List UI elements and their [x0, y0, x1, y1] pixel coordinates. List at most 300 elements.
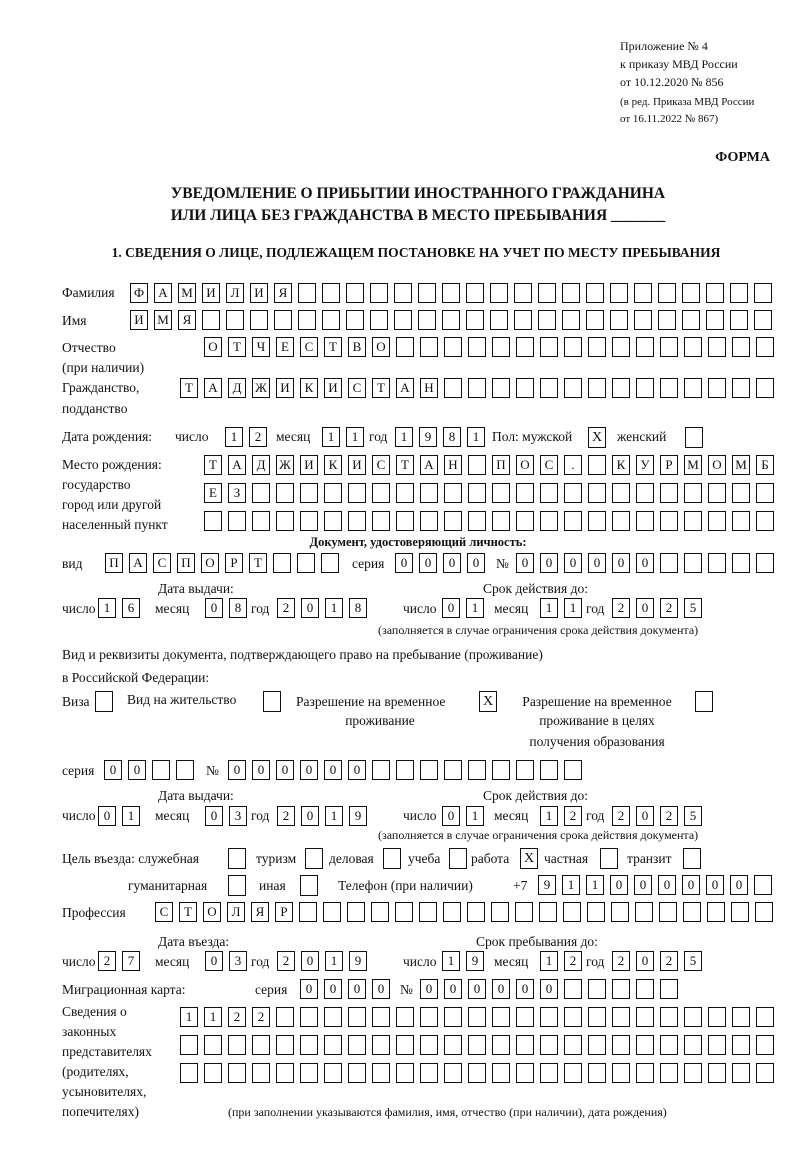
char-box[interactable] — [564, 511, 582, 531]
char-box[interactable] — [420, 760, 438, 780]
char-box[interactable] — [394, 310, 412, 330]
char-box[interactable] — [564, 1007, 582, 1027]
char-box[interactable] — [372, 1035, 390, 1055]
char-box[interactable] — [756, 553, 774, 573]
char-box[interactable] — [516, 483, 534, 503]
char-box[interactable]: 0 — [658, 875, 676, 895]
char-box[interactable] — [610, 310, 628, 330]
char-box[interactable] — [371, 902, 389, 922]
char-box[interactable]: 2 — [252, 1007, 270, 1027]
char-box[interactable] — [298, 310, 316, 330]
char-box[interactable]: 0 — [348, 760, 366, 780]
char-box[interactable] — [538, 310, 556, 330]
char-box[interactable] — [588, 455, 606, 475]
char-box[interactable]: 2 — [277, 806, 295, 826]
char-box[interactable] — [372, 1063, 390, 1083]
char-box[interactable]: А — [129, 553, 147, 573]
char-box[interactable]: 0 — [610, 875, 628, 895]
char-box[interactable]: 1 — [442, 951, 460, 971]
char-box[interactable] — [682, 283, 700, 303]
char-box[interactable]: У — [636, 455, 654, 475]
char-box[interactable]: И — [250, 283, 268, 303]
char-box[interactable]: 1 — [180, 1007, 198, 1027]
char-box[interactable]: 0 — [468, 979, 486, 999]
char-box[interactable] — [516, 337, 534, 357]
char-box[interactable] — [324, 1063, 342, 1083]
char-box[interactable] — [204, 1063, 222, 1083]
char-box[interactable] — [660, 1063, 678, 1083]
char-box[interactable] — [586, 283, 604, 303]
char-box[interactable]: 0 — [564, 553, 582, 573]
char-box[interactable]: И — [276, 378, 294, 398]
char-box[interactable] — [276, 1007, 294, 1027]
char-box[interactable] — [347, 902, 365, 922]
char-box[interactable]: Ф — [130, 283, 148, 303]
char-box[interactable]: 1 — [122, 806, 140, 826]
char-box[interactable]: 1 — [325, 951, 343, 971]
char-box[interactable] — [466, 310, 484, 330]
char-box[interactable] — [252, 483, 270, 503]
char-box[interactable] — [372, 483, 390, 503]
char-box[interactable] — [636, 1007, 654, 1027]
char-box[interactable]: О — [203, 902, 221, 922]
char-box[interactable] — [276, 1063, 294, 1083]
char-box[interactable] — [420, 1035, 438, 1055]
char-box[interactable] — [468, 337, 486, 357]
char-box[interactable] — [610, 283, 628, 303]
char-box[interactable] — [660, 511, 678, 531]
char-box[interactable] — [273, 553, 291, 573]
char-box[interactable]: Е — [204, 483, 222, 503]
char-box[interactable] — [732, 378, 750, 398]
char-box[interactable]: Л — [227, 902, 245, 922]
char-box[interactable] — [300, 1035, 318, 1055]
char-box[interactable]: 9 — [419, 427, 437, 447]
trp-edu-checkbox[interactable] — [695, 691, 713, 712]
char-box[interactable] — [564, 979, 582, 999]
char-box[interactable] — [492, 1063, 510, 1083]
char-box[interactable]: 0 — [395, 553, 413, 573]
char-box[interactable]: 0 — [706, 875, 724, 895]
char-box[interactable]: 8 — [443, 427, 461, 447]
char-box[interactable] — [300, 511, 318, 531]
char-box[interactable] — [562, 310, 580, 330]
char-box[interactable]: И — [348, 455, 366, 475]
char-box[interactable]: 0 — [442, 598, 460, 618]
char-box[interactable]: 0 — [300, 979, 318, 999]
char-box[interactable] — [660, 979, 678, 999]
char-box[interactable] — [708, 378, 726, 398]
char-box[interactable] — [708, 553, 726, 573]
char-box[interactable] — [444, 1007, 462, 1027]
char-box[interactable]: 2 — [612, 598, 630, 618]
char-box[interactable]: 5 — [684, 806, 702, 826]
char-box[interactable]: П — [105, 553, 123, 573]
char-box[interactable]: Т — [372, 378, 390, 398]
char-box[interactable]: 0 — [516, 553, 534, 573]
char-box[interactable] — [370, 283, 388, 303]
char-box[interactable] — [250, 310, 268, 330]
char-box[interactable] — [540, 378, 558, 398]
char-box[interactable] — [420, 511, 438, 531]
trp-checkbox[interactable]: X — [479, 691, 497, 712]
char-box[interactable]: Т — [180, 378, 198, 398]
char-box[interactable] — [324, 511, 342, 531]
char-box[interactable]: 0 — [540, 553, 558, 573]
char-box[interactable] — [563, 902, 581, 922]
char-box[interactable] — [516, 511, 534, 531]
char-box[interactable] — [708, 337, 726, 357]
char-box[interactable] — [252, 1035, 270, 1055]
char-box[interactable] — [468, 1007, 486, 1027]
char-box[interactable]: А — [228, 455, 246, 475]
char-box[interactable] — [468, 511, 486, 531]
char-box[interactable]: Р — [660, 455, 678, 475]
char-box[interactable]: 0 — [276, 760, 294, 780]
char-box[interactable] — [300, 1007, 318, 1027]
char-box[interactable]: 3 — [229, 951, 247, 971]
char-box[interactable] — [442, 310, 460, 330]
char-box[interactable]: С — [153, 553, 171, 573]
char-box[interactable] — [540, 337, 558, 357]
char-box[interactable] — [564, 1035, 582, 1055]
char-box[interactable]: 1 — [322, 427, 340, 447]
char-box[interactable] — [732, 1007, 750, 1027]
char-box[interactable] — [732, 553, 750, 573]
char-box[interactable] — [754, 283, 772, 303]
purpose-transit-checkbox[interactable] — [683, 848, 701, 869]
char-box[interactable]: 1 — [466, 806, 484, 826]
char-box[interactable] — [659, 902, 677, 922]
char-box[interactable] — [612, 1035, 630, 1055]
char-box[interactable] — [324, 1035, 342, 1055]
char-box[interactable]: О — [708, 455, 726, 475]
char-box[interactable]: О — [204, 337, 222, 357]
char-box[interactable] — [299, 902, 317, 922]
char-box[interactable] — [228, 511, 246, 531]
char-box[interactable] — [492, 378, 510, 398]
char-box[interactable]: Б — [756, 455, 774, 475]
char-box[interactable] — [443, 902, 461, 922]
char-box[interactable]: 2 — [277, 598, 295, 618]
char-box[interactable]: Л — [226, 283, 244, 303]
purpose-humanitarian-checkbox[interactable] — [228, 875, 246, 896]
char-box[interactable] — [756, 337, 774, 357]
char-box[interactable] — [684, 483, 702, 503]
char-box[interactable] — [612, 337, 630, 357]
char-box[interactable]: 0 — [301, 598, 319, 618]
char-box[interactable]: О — [201, 553, 219, 573]
char-box[interactable] — [540, 511, 558, 531]
char-box[interactable] — [226, 310, 244, 330]
char-box[interactable] — [706, 310, 724, 330]
char-box[interactable] — [540, 760, 558, 780]
char-box[interactable]: С — [300, 337, 318, 357]
char-box[interactable]: А — [154, 283, 172, 303]
char-box[interactable] — [634, 283, 652, 303]
char-box[interactable] — [660, 553, 678, 573]
char-box[interactable]: 1 — [346, 427, 364, 447]
char-box[interactable]: А — [204, 378, 222, 398]
char-box[interactable]: 2 — [660, 806, 678, 826]
char-box[interactable] — [636, 1035, 654, 1055]
char-box[interactable] — [444, 760, 462, 780]
char-box[interactable]: 0 — [301, 806, 319, 826]
purpose-official-checkbox[interactable] — [228, 848, 246, 869]
purpose-study-checkbox[interactable] — [449, 848, 467, 869]
char-box[interactable] — [466, 283, 484, 303]
char-box[interactable] — [756, 511, 774, 531]
char-box[interactable] — [323, 902, 341, 922]
char-box[interactable]: 1 — [325, 806, 343, 826]
char-box[interactable]: 9 — [349, 951, 367, 971]
char-box[interactable]: 9 — [466, 951, 484, 971]
char-box[interactable] — [754, 310, 772, 330]
char-box[interactable] — [492, 511, 510, 531]
char-box[interactable] — [706, 283, 724, 303]
char-box[interactable] — [300, 483, 318, 503]
char-box[interactable]: З — [228, 483, 246, 503]
char-box[interactable] — [420, 1063, 438, 1083]
char-box[interactable]: А — [420, 455, 438, 475]
char-box[interactable]: 0 — [516, 979, 534, 999]
char-box[interactable] — [540, 1007, 558, 1027]
char-box[interactable]: А — [396, 378, 414, 398]
char-box[interactable]: 0 — [444, 979, 462, 999]
char-box[interactable] — [612, 378, 630, 398]
char-box[interactable] — [612, 1063, 630, 1083]
char-box[interactable] — [588, 483, 606, 503]
char-box[interactable] — [732, 483, 750, 503]
char-box[interactable]: 0 — [636, 806, 654, 826]
char-box[interactable]: Т — [324, 337, 342, 357]
char-box[interactable] — [611, 902, 629, 922]
char-box[interactable]: 0 — [324, 760, 342, 780]
char-box[interactable] — [468, 760, 486, 780]
char-box[interactable] — [228, 1035, 246, 1055]
char-box[interactable] — [276, 1035, 294, 1055]
char-box[interactable]: 2 — [612, 806, 630, 826]
char-box[interactable] — [754, 875, 772, 895]
char-box[interactable] — [636, 483, 654, 503]
char-box[interactable] — [468, 455, 486, 475]
char-box[interactable] — [348, 1007, 366, 1027]
char-box[interactable] — [660, 1035, 678, 1055]
char-box[interactable]: 2 — [98, 951, 116, 971]
char-box[interactable] — [372, 760, 390, 780]
char-box[interactable] — [660, 1007, 678, 1027]
char-box[interactable]: П — [492, 455, 510, 475]
char-box[interactable]: Я — [251, 902, 269, 922]
char-box[interactable]: 0 — [228, 760, 246, 780]
char-box[interactable] — [682, 310, 700, 330]
char-box[interactable] — [732, 1035, 750, 1055]
char-box[interactable] — [564, 337, 582, 357]
char-box[interactable]: 1 — [466, 598, 484, 618]
char-box[interactable] — [732, 511, 750, 531]
char-box[interactable]: 0 — [636, 553, 654, 573]
char-box[interactable] — [684, 553, 702, 573]
char-box[interactable] — [514, 283, 532, 303]
char-box[interactable] — [612, 979, 630, 999]
char-box[interactable] — [707, 902, 725, 922]
char-box[interactable] — [684, 511, 702, 531]
char-box[interactable]: О — [516, 455, 534, 475]
char-box[interactable] — [755, 902, 773, 922]
char-box[interactable]: Ж — [252, 378, 270, 398]
char-box[interactable]: 2 — [564, 806, 582, 826]
char-box[interactable] — [660, 483, 678, 503]
char-box[interactable]: Т — [228, 337, 246, 357]
char-box[interactable]: Ч — [252, 337, 270, 357]
char-box[interactable]: 8 — [349, 598, 367, 618]
char-box[interactable]: Т — [249, 553, 267, 573]
char-box[interactable] — [468, 1063, 486, 1083]
char-box[interactable] — [252, 511, 270, 531]
char-box[interactable]: 0 — [442, 806, 460, 826]
char-box[interactable]: 1 — [562, 875, 580, 895]
char-box[interactable]: П — [177, 553, 195, 573]
char-box[interactable]: 1 — [225, 427, 243, 447]
char-box[interactable]: 0 — [128, 760, 146, 780]
char-box[interactable] — [588, 1035, 606, 1055]
char-box[interactable]: К — [324, 455, 342, 475]
char-box[interactable]: 1 — [540, 806, 558, 826]
char-box[interactable] — [564, 1063, 582, 1083]
char-box[interactable]: М — [684, 455, 702, 475]
char-box[interactable]: 9 — [538, 875, 556, 895]
char-box[interactable]: 0 — [205, 951, 223, 971]
char-box[interactable]: Д — [252, 455, 270, 475]
char-box[interactable]: 0 — [104, 760, 122, 780]
char-box[interactable] — [395, 902, 413, 922]
char-box[interactable]: 1 — [395, 427, 413, 447]
char-box[interactable]: 0 — [540, 979, 558, 999]
char-box[interactable] — [180, 1063, 198, 1083]
char-box[interactable] — [612, 511, 630, 531]
char-box[interactable] — [152, 760, 170, 780]
char-box[interactable] — [684, 1035, 702, 1055]
char-box[interactable] — [252, 1063, 270, 1083]
char-box[interactable] — [588, 1007, 606, 1027]
char-box[interactable] — [444, 1035, 462, 1055]
char-box[interactable] — [634, 310, 652, 330]
char-box[interactable] — [636, 378, 654, 398]
char-box[interactable]: Т — [204, 455, 222, 475]
char-box[interactable]: 0 — [492, 979, 510, 999]
char-box[interactable] — [444, 511, 462, 531]
char-box[interactable]: . — [564, 455, 582, 475]
char-box[interactable] — [732, 337, 750, 357]
char-box[interactable] — [492, 483, 510, 503]
char-box[interactable]: Р — [225, 553, 243, 573]
char-box[interactable] — [180, 1035, 198, 1055]
char-box[interactable] — [396, 511, 414, 531]
char-box[interactable] — [346, 310, 364, 330]
char-box[interactable] — [396, 1007, 414, 1027]
char-box[interactable] — [394, 283, 412, 303]
char-box[interactable]: Р — [275, 902, 293, 922]
char-box[interactable]: Д — [228, 378, 246, 398]
char-box[interactable] — [204, 511, 222, 531]
char-box[interactable] — [420, 483, 438, 503]
char-box[interactable] — [396, 483, 414, 503]
char-box[interactable] — [538, 283, 556, 303]
char-box[interactable]: И — [300, 455, 318, 475]
char-box[interactable]: 0 — [98, 806, 116, 826]
char-box[interactable] — [491, 902, 509, 922]
char-box[interactable] — [731, 902, 749, 922]
char-box[interactable] — [660, 337, 678, 357]
char-box[interactable] — [322, 283, 340, 303]
char-box[interactable] — [658, 310, 676, 330]
char-box[interactable]: С — [155, 902, 173, 922]
char-box[interactable]: 6 — [122, 598, 140, 618]
char-box[interactable] — [540, 1035, 558, 1055]
char-box[interactable]: 1 — [540, 598, 558, 618]
char-box[interactable]: 1 — [204, 1007, 222, 1027]
char-box[interactable] — [322, 310, 340, 330]
char-box[interactable] — [588, 337, 606, 357]
char-box[interactable]: С — [348, 378, 366, 398]
char-box[interactable] — [492, 1035, 510, 1055]
char-box[interactable] — [324, 483, 342, 503]
char-box[interactable]: 1 — [586, 875, 604, 895]
char-box[interactable] — [418, 283, 436, 303]
char-box[interactable]: 1 — [564, 598, 582, 618]
purpose-tourism-checkbox[interactable] — [305, 848, 323, 869]
char-box[interactable] — [586, 310, 604, 330]
char-box[interactable] — [396, 1035, 414, 1055]
char-box[interactable] — [348, 483, 366, 503]
char-box[interactable] — [756, 483, 774, 503]
char-box[interactable] — [490, 310, 508, 330]
char-box[interactable] — [515, 902, 533, 922]
purpose-work-checkbox[interactable]: X — [520, 848, 538, 869]
char-box[interactable] — [202, 310, 220, 330]
char-box[interactable] — [348, 1035, 366, 1055]
char-box[interactable] — [276, 483, 294, 503]
char-box[interactable]: 0 — [324, 979, 342, 999]
char-box[interactable]: 0 — [634, 875, 652, 895]
char-box[interactable]: 7 — [122, 951, 140, 971]
char-box[interactable] — [468, 378, 486, 398]
char-box[interactable]: 0 — [612, 553, 630, 573]
char-box[interactable] — [708, 483, 726, 503]
char-box[interactable]: Ж — [276, 455, 294, 475]
char-box[interactable] — [730, 283, 748, 303]
char-box[interactable]: 2 — [612, 951, 630, 971]
char-box[interactable]: 0 — [443, 553, 461, 573]
char-box[interactable] — [492, 760, 510, 780]
char-box[interactable] — [516, 760, 534, 780]
char-box[interactable] — [636, 511, 654, 531]
char-box[interactable]: 0 — [300, 760, 318, 780]
char-box[interactable]: 0 — [252, 760, 270, 780]
char-box[interactable] — [490, 283, 508, 303]
purpose-business-checkbox[interactable] — [383, 848, 401, 869]
char-box[interactable] — [612, 483, 630, 503]
char-box[interactable]: 0 — [730, 875, 748, 895]
purpose-private-checkbox[interactable] — [600, 848, 618, 869]
char-box[interactable]: 1 — [467, 427, 485, 447]
residence-permit-checkbox[interactable] — [263, 691, 281, 712]
char-box[interactable] — [683, 902, 701, 922]
char-box[interactable] — [756, 1007, 774, 1027]
char-box[interactable] — [444, 337, 462, 357]
char-box[interactable] — [730, 310, 748, 330]
char-box[interactable] — [539, 902, 557, 922]
